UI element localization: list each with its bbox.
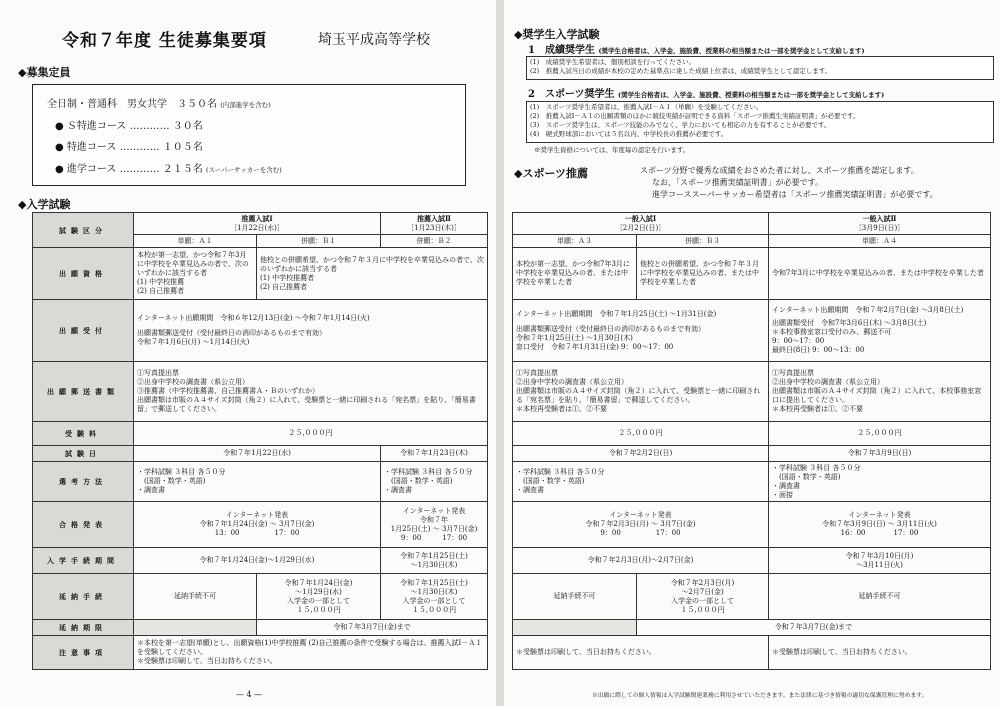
sports-text-1: スポーツ分野で優秀な成績をおさめた者に対し、スポーツ推薦を認定します。 bbox=[640, 166, 919, 175]
page-number: — 4 — bbox=[236, 690, 263, 699]
deferral-b3: 令和７年2月3日(月) ～2月7日(金) 入学金の一部として １５,０００円 bbox=[637, 574, 769, 620]
acceptance-ippan1: インターネット出願期間 令和７年1月25日(土) ～1月31日(金) 出願書類郵送受付（受付最終日の消印があるものまで有効） 令和７年1月25日(土) ～1月30日(木) 窓口受付 令和７年1月31日(金) 9：00～17：00 bbox=[513, 300, 769, 362]
deferral-limit-right: 令和７年3月7日(金)まで bbox=[637, 620, 991, 636]
scholar-heading: ◆奨学生入学試験 bbox=[514, 28, 600, 41]
label-documents: 出願郵送書類 bbox=[33, 362, 134, 422]
selection-ippan1: ・学科試験 ３科目 各５０分 (国語・数学・英語) ・調査書 bbox=[513, 462, 769, 502]
procedure-b: 令和７年1月25日(土) ～1月30日(木) bbox=[381, 548, 488, 574]
label-deferral: 延納手続 bbox=[33, 574, 134, 620]
type-a3: 単願：Ａ３ bbox=[513, 235, 637, 248]
qual-b: 他校との併願希望、かつ令和７年３月に中学校を卒業見込みの者で、次のいずれかに該当する者 (1) 中学校推薦者 (2) 自己推薦者 bbox=[257, 248, 488, 300]
deferral-limit-cell: 令和７年3月7日(金)まで bbox=[257, 620, 488, 636]
fee-cell: ２５,０００円 bbox=[134, 422, 488, 446]
label-fee: 受験料 bbox=[33, 422, 134, 446]
type-b3: 併願：Ｂ３ bbox=[637, 235, 769, 248]
capacity-box bbox=[32, 84, 466, 186]
selection-ippan2: ・学科試験 ３科目 各５０分 (国語・数学・英語) ・調査書 ・面接 bbox=[769, 462, 991, 502]
scholar-2-box bbox=[526, 101, 994, 143]
label-notes: 注意事項 bbox=[33, 636, 134, 670]
course-tokushin: ● 特進コース ………… １０５名 bbox=[55, 142, 203, 153]
notes-ippan2: ＊受験票は印刷して、当日お持ちください。 bbox=[769, 636, 991, 670]
scholar-footnote: ※奨学生資格については、年度毎の認定を行います。 bbox=[534, 146, 690, 154]
deferral-limit-empty-a3 bbox=[513, 620, 637, 636]
selection-b: ・学科試験 ３科目 各５０分 (国語・数学・英語) ・調査書 bbox=[381, 462, 488, 502]
qual-a4: 令和7年3月に中学校を卒業見込みの者、または中学校を卒業した者 bbox=[769, 248, 991, 300]
deferral-a4: 延納手続不可 bbox=[769, 574, 991, 620]
left-page bbox=[0, 0, 496, 706]
deferral-b2: 令和７年1月25日(土) ～1月30日(木) 入学金の一部として １５,０００円 bbox=[381, 574, 488, 620]
exam-heading: ◆入学試験 bbox=[18, 198, 71, 211]
label-procedure: 入学手続期間 bbox=[33, 548, 134, 574]
type-a1: 単願：Ａ１ bbox=[134, 235, 257, 248]
deferral-a3: 延納手続不可 bbox=[513, 574, 637, 620]
col-suisen1-header: 推薦入試Ⅰ ［1月22日(水)］ bbox=[134, 213, 381, 235]
label-exam-date: 試験日 bbox=[33, 446, 134, 462]
procedure-ippan1: 令和７年2月3日(月)～2月7日(金) bbox=[513, 548, 769, 574]
right-page bbox=[504, 0, 1000, 706]
result-a: インターネット発表 令和７年1月24日(金) ～ 3月7日(金) 13：00 17：00 bbox=[134, 502, 381, 548]
type-a4: 単願：Ａ４ bbox=[769, 235, 991, 248]
result-b: インターネット発表 令和７年 1月25日(土) ～ 3月7日(金) 9：00 17：00 bbox=[381, 502, 488, 548]
exam-table-right bbox=[512, 212, 991, 670]
notes-ippan1: ＊受験票は印刷して、当日お持ちください。 bbox=[513, 636, 769, 670]
scholar-1-title: 1 成績奨学生 (奨学生合格者は、入学金、施設費、授業料の相当額または一部を奨学金として支給します) bbox=[528, 45, 865, 56]
scholar-1-item-1: (1) 成績奨学生希望者は、個別相談を行ってください。 bbox=[530, 58, 696, 66]
type-b2: 併願：Ｂ２ bbox=[381, 235, 488, 248]
procedure-a: 令和７年1月24日(金)～1月29日(水) bbox=[134, 548, 381, 574]
label-selection: 選考方法 bbox=[33, 462, 134, 502]
scholar-2-item-1: (1) スポーツ奨学生希望者は、推薦入試Ⅰ－Ａ１（単願）を受験してください。 bbox=[530, 103, 763, 111]
col-ippan1-header: 一般入試Ⅰ ［2月2日(日)］ bbox=[513, 213, 769, 235]
scholar-2-item-2: (2) 推薦入試Ⅰ－Ａ１の出願書類のほかに競技実績が証明できる資料「スポーツ推薦生実績証明書」が必要です。 bbox=[530, 112, 860, 120]
qual-a3: 本校が第一志望、かつ令和7年3月に中学校を卒業見込みの者、または中学校を卒業した者 bbox=[513, 248, 637, 300]
recruit-heading: ◆募集定員 bbox=[18, 66, 71, 79]
selection-a: ・学科試験 ３科目 各５０分 (国語・数学・英語) ・調査書 bbox=[134, 462, 381, 502]
page-title: 令和７年度 生徒募集要項 bbox=[62, 31, 267, 51]
acceptance-cell: インターネット出願期間 令和６年12月13日(金) ～令和７年1月14日(火) 出願書類郵送受付（受付最終日の消印があるものまで有効） 令和７年1月6日(月) ～1月14日(火) bbox=[134, 300, 488, 362]
fee-ippan2: ２５,０００円 bbox=[769, 422, 991, 446]
scholar-2-item-3: (3) スポーツ奨学生は、スポーツ技能のみでなく、学力においても相応の力を有することが必要です。 bbox=[530, 121, 831, 129]
notes-cell: ＊本校を第一志望(単願)とし、出願資格(1)中学校推薦 (2)自己推薦の条件で受験する場合は、推薦入試Ⅰ－Ａ１を受験してください。 ＊受験票は印刷して、当日お持ちください。 bbox=[134, 636, 488, 670]
capacity-line: 全日制・普通科 男女共学 ３５０名 (内部進学を含む) bbox=[47, 99, 271, 110]
privacy-footer: ※出願に際しての個人情報は入学試験関連業務に利用させていただきます。また法律に基づき情報の適切な保護管理に努めます。 bbox=[592, 693, 928, 699]
label-acceptance: 出願受付 bbox=[33, 300, 134, 362]
label-qualification: 出願資格 bbox=[33, 248, 134, 300]
exam-date-2: 令和７年1月23日(木) bbox=[381, 446, 488, 462]
label-deferral-limit: 延納期限 bbox=[33, 620, 134, 636]
qual-a: 本校が第一志望、かつ令和７年3月に中学校を卒業見込みの者で、次のいずれかに該当する者 (1) 中学校推薦 (2) 自己推薦者 bbox=[134, 248, 257, 300]
col-suisen2-header: 推薦入試Ⅱ ［1月23日(木)］ bbox=[381, 213, 488, 235]
course-s: ● Ｓ特進コース ………… ３０名 bbox=[55, 121, 203, 132]
result-ippan2: インターネット発表 令和７年3月9日(日) ～ 3月11日(火) 16：00 17：00 bbox=[769, 502, 991, 548]
deferral-b1: 令和７年1月24日(金) ～1月29日(水) 入学金の一部として １５,０００円 bbox=[257, 574, 381, 620]
result-ippan1: インターネット発表 令和７年2月3日(月) ～ 3月7日(金) 9：00 17：00 bbox=[513, 502, 769, 548]
deferral-a: 延納手続不可 bbox=[134, 574, 257, 620]
acceptance-ippan2: インターネット出願期間 令和７年2月7日(金) ～3月8日(土) 出願書類受付 令和7年3月6日(木) ～3月8日(土) ＊本校事務室窓口受付のみ、郵送不可 9：00～17：00 最終日(8日) 9：00～13：00 bbox=[769, 300, 991, 362]
scholar-1-item-2: (2) 推薦入試当日の成績が本校の定めた基準点に達した成績上位者は、成績奨学生として認定します。 bbox=[530, 67, 832, 75]
scholar-1-box bbox=[526, 56, 994, 80]
sports-text-3: 進学コーススーパーサッカー希望者は「スポーツ推薦実績証明書」が必要です。 bbox=[652, 190, 938, 199]
sports-heading: ◆スポーツ推薦 bbox=[514, 167, 589, 180]
scholar-2-title: 2 スポーツ奨学生 (奨学生合格者は、入学金、施設費、授業料の相当額または一部を奨学金として支給します) bbox=[528, 89, 885, 100]
exam-date-ippan1: 令和７年2月2日(日) bbox=[513, 446, 769, 462]
qual-b3: 他校との併願希望、かつ令和７年３月に中学校を卒業見込みの者、または中学校を卒業した者 bbox=[637, 248, 769, 300]
label-result: 合格発表 bbox=[33, 502, 134, 548]
deferral-limit-empty bbox=[134, 620, 257, 636]
binding-spine bbox=[496, 0, 504, 706]
exam-table-left bbox=[32, 212, 488, 670]
type-b1: 併願：Ｂ１ bbox=[257, 235, 381, 248]
exam-date-ippan2: 令和７年3月9日(日) bbox=[769, 446, 991, 462]
scholar-2-item-4: (4) 硬式野球部においては５名以内、中学校長の推薦が必要です。 bbox=[530, 130, 728, 138]
sports-text-2: なお、「スポーツ推薦実績証明書」が必要です。 bbox=[652, 178, 824, 187]
school-name: 埼玉平成高等学校 bbox=[318, 32, 430, 48]
fee-ippan1: ２５,０００円 bbox=[513, 422, 769, 446]
documents-ippan2: ①写真提出票 ②出身中学校の調査書（県公立用） 出願書類は市販のＡ４サイズ封筒（角２）に入れて、本校事務室窓口に提出してください。 ＊本校再受験者は①、②不要 bbox=[769, 362, 991, 422]
course-shingaku: ● 進学コース ………… ２１５名 (スーパーサッカーを含む) bbox=[55, 164, 282, 175]
col-ippan2-header: 一般入試Ⅱ ［3月9日(日)］ bbox=[769, 213, 991, 235]
procedure-ippan2: 令和７年3月10日(月) ～3月11日(火) bbox=[769, 548, 991, 574]
documents-ippan1: ①写真提出票 ②出身中学校の調査書（県公立用） 出願書類は市販のＡ４サイズ封筒（角２）に入れて、受験票と一緒に印刷される「宛名票」を貼り、「簡易書留」で郵送してください。 ＊本校再受験者は①、②不要 bbox=[513, 362, 769, 422]
documents-cell: ①写真提出票 ②出身中学校の調査書（県公立用） ③推薦書（中学校推薦書、自己推薦書Ａ・Ｂのいずれか） 出願書類は市販のＡ４サイズ封筒（角２）に入れて、受験票と一緒に印刷される「宛名票」を貼り、「簡易書留」で郵送してください。 bbox=[134, 362, 488, 422]
exam-date-1: 令和７年1月22日(水) bbox=[134, 446, 381, 462]
label-category: 試験区分 bbox=[33, 213, 134, 248]
